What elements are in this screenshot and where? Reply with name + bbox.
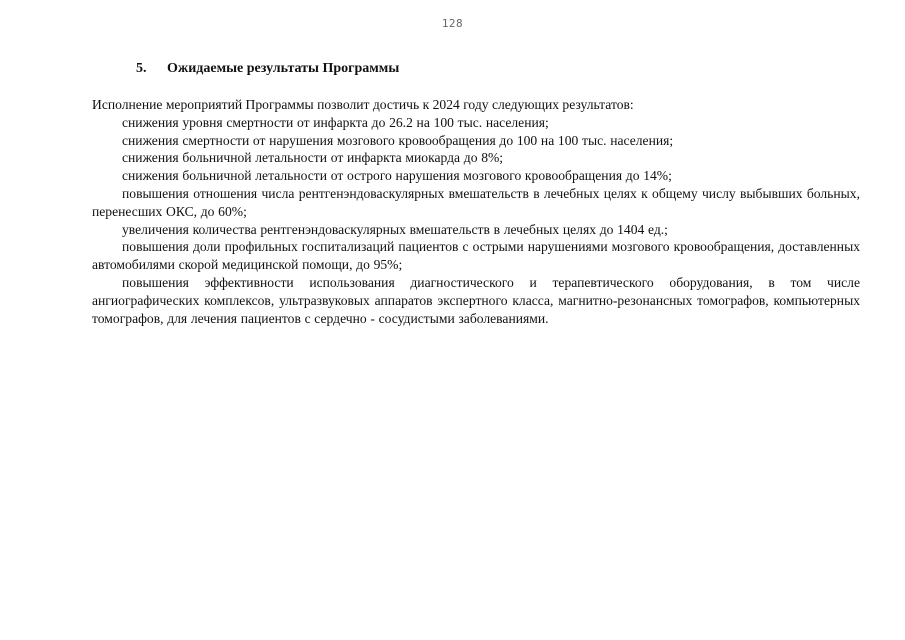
result-item: снижения смертности от нарушения мозгового кровообращения до 100 на 100 тыс. населения; [122,132,674,148]
result-item: снижения больничной летальности от инфаркта миокарда до 8%; [122,150,504,166]
result-item: повышения отношения числа рентгенэндоваскулярных вмешательств в лечебных целях к общему числу выбывших больных, перенесших ОКС, до 60%; [92,185,860,219]
intro-paragraph: Исполнение мероприятий Программы позволит достичь к 2024 году следующих результатов: [92,97,634,112]
section-title: Ожидаемые результаты Программы [167,61,400,76]
result-item: увеличения количества рентгенэндоваскулярных вмешательств в лечебных целях до 1404 ед.; [122,221,668,237]
result-item: снижения уровня смертности от инфаркта до 26.2 на 100 тыс. населения; [122,114,549,130]
document-body [92,96,860,327]
results-list [92,114,860,328]
result-item: снижения больничной летальности от острого нарушения мозгового кровообращения до 14%; [122,168,672,184]
section-heading [136,61,399,77]
result-item: повышения эффективности использования диагностического и терапевтического оборудования, в том числе ангиографических комплексов, ультразвуковых аппаратов экспертного класса, магнитно-резонансных томографов, компьютерных томографов, для лечения пациентов с сердечно - сосудистыми заболеваниями. [92,274,860,326]
section-number: 5. [136,61,147,76]
result-item: повышения доли профильных госпитализаций пациентов с острыми нарушениями мозгового кровообращения, доставленных автомобилями скорой медицинской помощи, до 95%; [92,239,860,273]
page-number: 128 [441,17,464,30]
